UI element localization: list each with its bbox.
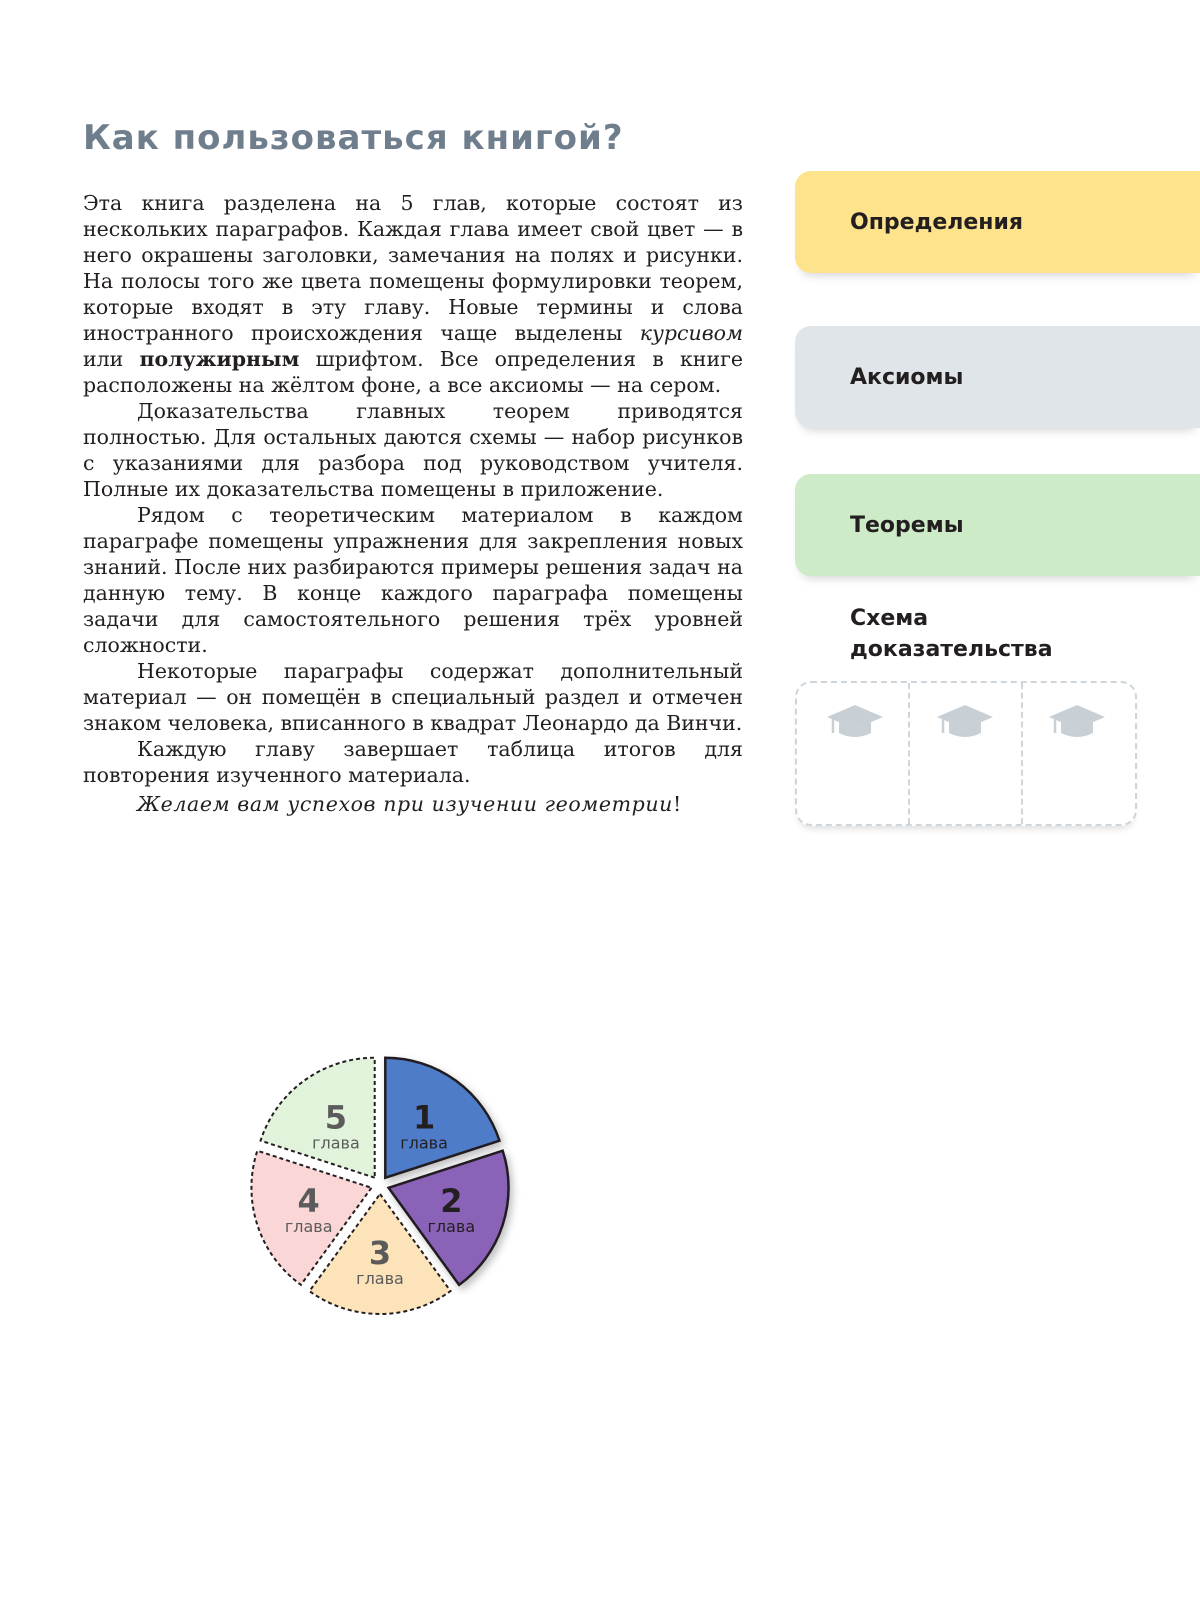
chapter-number: 4 (297, 1182, 320, 1221)
scheme-divider (908, 683, 910, 824)
legend-theorems-label: Теоремы (850, 512, 964, 538)
chapters-pie-diagram (230, 1040, 530, 1330)
paragraph-3: Рядом с теоретическим материалом в каждом параграфе помещены упражнения для закрепления новых знаний. После них разбираются примеры решения задач на данную тему. В конце каждого параграфа помещены задачи для самостоятельного решения трёх уровней сложности. (83, 503, 743, 657)
wish-line (137, 792, 757, 816)
chapter-label: глава (356, 1269, 404, 1288)
chapter-label: глава (312, 1133, 360, 1153)
legend-definitions-label: Определения (850, 209, 1024, 235)
chapter-label: глава (427, 1217, 476, 1237)
chapter-label: глава (400, 1133, 448, 1153)
legend-theorems (795, 474, 1200, 576)
chapter-number: 3 (368, 1234, 392, 1272)
scheme-label-line-2: доказательства (850, 637, 1053, 662)
graduation-cap-icon (1047, 701, 1107, 741)
scheme-divider (1021, 683, 1023, 824)
legend-definitions (795, 171, 1200, 273)
chapter-label: глава (284, 1217, 333, 1237)
paragraph-1-part-3: шрифтом. Все определения в книге расположены на жёлтом фоне, а все аксиомы — на сером. (83, 347, 743, 397)
paragraph-1-part-1: Эта книга разделена на 5 глав, которые состоят из нескольких параграфов. Каждая глава имеет свой цвет — в него окрашены заголовки, замечания на полях и рисунки. На полосы того же цвета помещены формулировки теорем, которые входят в эту главу. Новые термины и слова иностранного происхождения чаще выделены (83, 191, 743, 345)
italic-term: курсивом (639, 321, 743, 345)
legend-scheme-label (850, 603, 1170, 665)
graduation-cap-icon (825, 701, 885, 741)
chapter-number: 2 (440, 1182, 463, 1221)
paragraph-1-part-2: или (83, 347, 140, 371)
legend-axioms (795, 326, 1200, 428)
bold-term: полужирным (139, 347, 300, 371)
legend-axioms-label: Аксиомы (850, 364, 964, 390)
chapter-number: 1 (412, 1098, 436, 1137)
graduation-cap-icon (935, 701, 995, 741)
intro-text (83, 190, 743, 788)
paragraph-1 (83, 190, 743, 398)
paragraph-5: Каждую главу завершает таблица итогов для повторения изученного материала. (83, 737, 743, 787)
proof-scheme-box (795, 681, 1137, 826)
paragraph-4: Некоторые параграфы содержат дополнительный материал — он помещён в специальный раздел и отмечен знаком человека, вписанного в квадрат Леонардо да Винчи. (83, 659, 743, 735)
page-title: Как пользоваться книгой? (83, 118, 624, 158)
paragraph-2: Доказательства главных теорем приводятся полностью. Для остальных даются схемы — набор рисунков с указаниями для разбора под руководством учителя. Полные их доказательства помещены в приложение. (83, 399, 743, 501)
wish-text: Желаем вам успехов при изучении геометрии (137, 792, 673, 816)
chapter-number: 5 (324, 1098, 348, 1137)
wish-mark: ! (672, 792, 682, 816)
scheme-label-line-1: Схема (850, 606, 929, 631)
